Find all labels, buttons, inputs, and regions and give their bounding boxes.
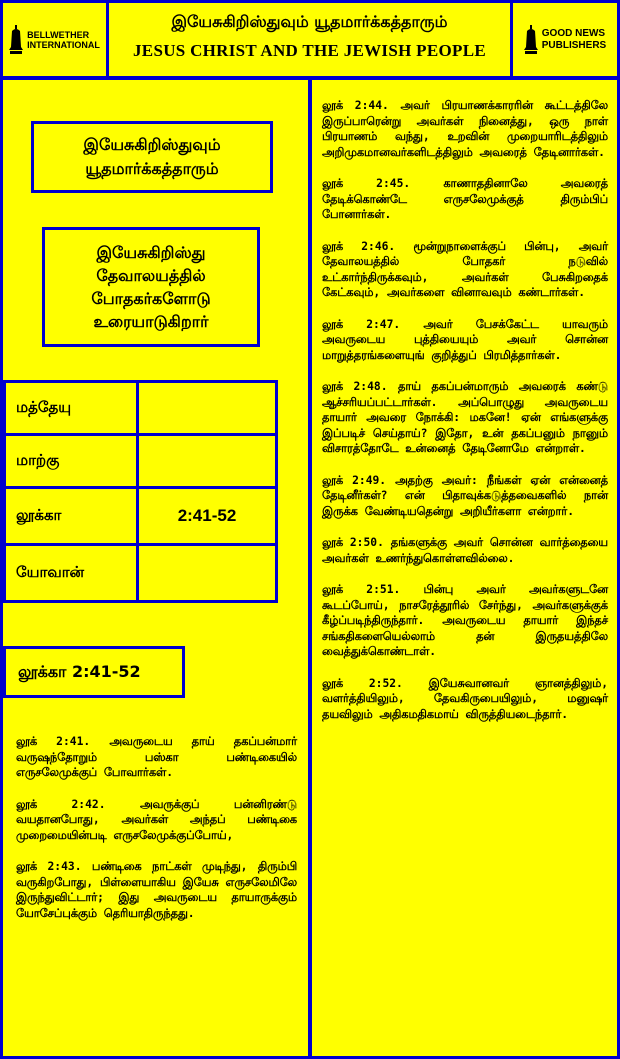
book-name: மாற்கு <box>5 435 138 488</box>
left-verses <box>16 734 297 937</box>
book-name: மத்தேயு <box>5 382 138 435</box>
good-news-logo <box>513 3 617 76</box>
right-logo-line2: PUBLISHERS <box>541 39 607 51</box>
sub-title-line3: போதகர்களோடு <box>91 289 211 308</box>
passage-heading <box>3 646 185 698</box>
book-name: லூக்கா <box>5 488 138 545</box>
table-row <box>5 545 277 602</box>
passage-heading-text: லூக்கா 2:41-52 <box>18 661 141 681</box>
table-row <box>5 488 277 545</box>
main-title-line2: யூதமார்க்கத்தாரும் <box>85 159 219 178</box>
header-right-logo-panel <box>513 3 617 76</box>
header-title-panel <box>109 3 510 76</box>
verse-2-42: லூக் 2:42. அவருக்குப் பன்னிரண்டு வயதானபோது, அவர்கள் அந்தப் பண்டிகை முறைமையின்படி எருசலேமுக்குப்போய், <box>16 797 297 842</box>
book-reference <box>138 545 277 602</box>
sub-title-box <box>42 227 260 347</box>
sub-title-line2: தேவாலயத்தில் <box>96 266 206 285</box>
right-verses <box>322 98 608 738</box>
main-title-box <box>31 121 273 193</box>
sub-title-line4: உரையாடுகிறார் <box>93 312 209 331</box>
book-reference <box>138 382 277 435</box>
main-title-line1: இயேசுகிறிஸ்துவும் <box>83 135 221 154</box>
verse-2-48: லூக் 2:48. தாய் தகப்பன்மாரும் அவரைக் கண்டு ஆச்சரியப்பட்டார்கள். அப்பொழுது அவருடைய தாயார் அவரை நோக்கி: மகனே! ஏன் எங்களுக்கு இப்படிச் செய்தாய்? இதோ, உன் தகப்பனும் நானும் விசாரத்தோடே உன்னைத் தேடினோமே என்றாள். <box>322 380 608 455</box>
verse-2-52: லூக் 2:52. இயேசுவானவர் ஞானத்திலும், வளர்த்தியிலும், தேவகிருபையிலும், மனுஷர் தயவிலும் அதிகமதிகமாய் விருத்தியடைந்தார். <box>322 676 608 721</box>
book-name: யோவான் <box>5 545 138 602</box>
verse-2-46: லூக் 2:46. மூன்றுநாளைக்குப் பின்பு, அவர் தேவாலயத்தில் போதகர் நடுவில் உட்கார்ந்திருக்கவும், அவர்கள் பேசுகிறதைக் கேட்கவும், அவர்களை வினாவவும் கண்டார்கள். <box>322 239 608 299</box>
right-logo-line1: GOOD NEWS <box>541 27 606 39</box>
verse-2-50: லூக் 2:50. தங்களுக்கு அவர் சொன்ன வார்த்தையை அவர்கள் உணர்ந்துகொள்ளவில்லை. <box>322 536 608 565</box>
table-row <box>5 435 277 488</box>
verse-2-43: லூக் 2:43. பண்டிகை நாட்கள் முடிந்து, திரும்பி வருகிறபோது, பிள்ளையாகிய இயேசு எருசலேமிலே இருந்துவிட்டார்; இது அவருடைய தாயாருக்கும் யோசேப்புக்கும் தெரியாதிருந்தது. <box>16 860 297 920</box>
bell-icon <box>524 25 538 55</box>
sub-title-line1: இயேசுகிறிஸ்து <box>96 243 206 262</box>
left-logo-line2: INTERNATIONAL <box>27 39 100 50</box>
table-row <box>5 382 277 435</box>
verse-2-41: லூக் 2:41. அவருடைய தாய் தகப்பன்மார் வருஷந்தோறும் பஸ்கா பண்டிகையில் எருசலேமுக்குப் போவார்கள். <box>16 735 297 779</box>
gospel-reference-table <box>3 380 278 603</box>
bellwether-logo <box>3 3 106 76</box>
header-left-logo-panel <box>3 3 106 76</box>
left-logo-line1: BELLWETHER <box>27 29 90 40</box>
book-reference <box>138 435 277 488</box>
verse-2-51: லூக் 2:51. பின்பு அவர் அவர்களுடனே கூடப்போய், நாசரேத்தூரில் சேர்ந்து, அவர்களுக்குக் கீழ்ப்படிந்திருந்தார். அவருடைய தாயார் இந்தச் சங்கதிகளையெல்லாம் தன் இருதயத்திலே வைத்துக்கொண்டாள். <box>322 583 608 658</box>
verse-2-49: லூக் 2:49. அதற்கு அவர்: நீங்கள் ஏன் என்னைத் தேடினீர்கள்? என் பிதாவுக்கடுத்தவைகளில் நான் இருக்க வேண்டியதென்று அறியீர்களா என்றார். <box>322 473 608 518</box>
verse-2-45: லூக் 2:45. காணாததினாலே அவரைத் தேடிக்கொண்டே எருசலேமுக்குத் திரும்பிப் போனார்கள். <box>322 177 608 221</box>
bell-icon <box>9 25 23 55</box>
header-title-tamil: இயேசுகிறிஸ்துவும் யூதமார்க்கத்தாரும் <box>171 12 448 31</box>
verse-2-44: லூக் 2:44. அவர் பிரயாணக்காரரின் கூட்டத்திலே இருப்பாரென்று அவர்கள் நினைத்து, ஒரு நாள் பிரயாணம் வந்து, உறவின் முறையாரிடத்திலும் அறிமுகமானவர்களிடத்திலும் அவரைத் தேடினார்கள். <box>322 99 608 159</box>
book-reference: 2:41-52 <box>138 488 277 545</box>
header-title-english: JESUS CHRIST AND THE JEWISH PEOPLE <box>133 41 486 60</box>
verse-2-47: லூக் 2:47. அவர் பேசக்கேட்ட யாவரும் அவருடைய புத்தியையும் அவர் சொன்ன மாறுத்தரங்களையுங் குறித்துப் பிரமித்தார்கள். <box>322 317 608 362</box>
